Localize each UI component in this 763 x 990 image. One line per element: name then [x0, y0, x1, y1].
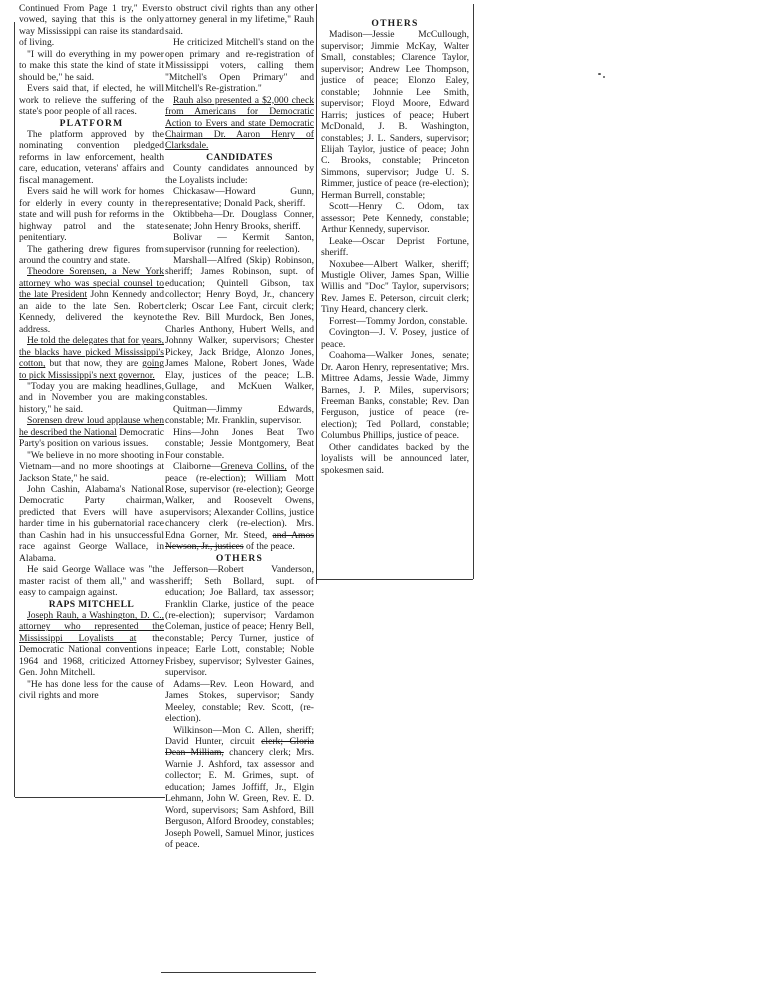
underlined-text: Joseph Rauh, a Washington, D. C., attorney who represented the Mississippi Loyalists at [19, 610, 164, 644]
paragraph [19, 610, 164, 679]
paragraph: Forrest—Tommy Jordon, constable. [329, 315, 468, 327]
paragraph [165, 725, 314, 851]
clipping-edge-bottom-middle [161, 972, 316, 973]
scan-speck [598, 73, 601, 75]
paragraph: Quitman—Jimmy Edwards, constable; Mr. Franklin, supervisor. [165, 403, 314, 427]
paragraph: He said George Wallace was "the master racist of them all," and was easy to campaign against. [19, 564, 164, 599]
section-heading-raps-mitchell: RAPS MITCHELL [48, 598, 135, 610]
paragraph: Hins—John Jones Beat Two constable; Jessie Montgomery, Beat Four constable. [165, 426, 314, 461]
underlined-text: Theodore Sorensen, a New York attorney who was special counsel to the late President [19, 266, 164, 301]
section-heading-candidates: CANDIDATES [206, 151, 273, 163]
paragraph: Jefferson—Robert Vanderson, sheriff; Seth Bollard, supt. of education; Joe Ballard, tax assessor; Franklin Clarke, justice of the peace (re-election); supervisor; Vardamon Coleman, justice of peace; Henry Bell, constable; Percy Turner, justice of peace; Earle Lott, constable; Noble Frisbey, supervisor; Sylvester Gaines, supervisor. [165, 564, 314, 679]
paragraph: Marshall—Alfred (Skip) Robinson, sheriff; James Robinson, supt. of education; Quintell Gibson, tax collector; Henry Boyd, Jr., chancery clerk; Oscar Lee Fant, circuit clerk; the Rev. Bill Murdock, Ben Jones, Charles Anthony, Hubert Wells, and Johnny Walker, supervisors; Chester Pickey, Jack Bridge, Alonzo Jones, James Malone, Robert Jones, Wade Elay, justices of the peace; L.B. Gullage, and McKuen Walker, constables. [165, 254, 314, 404]
paragraph: "We believe in no more shooting in Vietnam—and no more shootings at Jackson State," he said. [19, 449, 164, 484]
paragraph: Chickasaw—Howard Gunn, representative; Donald Pack, sheriff. [165, 186, 314, 209]
struck-text: clerk; Gloria Dean Milliam, [165, 736, 314, 759]
paragraph [19, 335, 164, 381]
paragraph: Covington—J. V. Posey, justice of peace. [321, 327, 469, 350]
section-heading-platform: PLATFORM [59, 117, 124, 129]
text-run: of the peace (re-election); William Mott Rose, supervisor (re-election); George Walker, and Roosevelt Owens, supervisors; Alexander Collins, justice chancery clerk (re-election). Mrs. Edna Gorner, Mr. Steed, [165, 461, 314, 541]
clipping-edge-bottom-right [317, 579, 473, 580]
paragraph: Bolivar — Kermit Santon, supervisor (running for reelection). [165, 232, 314, 255]
section-heading-others: OTHERS [215, 552, 264, 564]
clipping-edge-bottom [15, 797, 165, 798]
article-column-1 [19, 3, 164, 702]
paragraph: "I will do everything in my power to make this state the kind of state it should be," he said. [19, 48, 164, 83]
paragraph: Adams—Rev. Leon Howard, and James Stokes, supervisor; Sandy Meeley, constable; Rev. Scott, (re-election). [165, 678, 314, 725]
paragraph: Continued From Page 1 try," Evers vowed, saying that this is the only way Mississippi can raise its standard of living. [19, 3, 164, 49]
paragraph: Leake—Oscar Deprist Fortune, sheriff. [321, 235, 469, 259]
text-run: Democratic Party's position on various issues. [19, 426, 164, 450]
paragraph: The gathering drew figures from around the country and state. [19, 243, 164, 266]
underlined-text: He told the delegates that for years, the blacks have picked Mississippi's cotton, [19, 335, 164, 370]
paragraph: Madison—Jessie McCullough, supervisor; Jimmie McKay, Walter Small, constables; Clarence Taylor, supervisor; Andrew Lee Thompson, justice of peace; Elonzo Ealey, constable; Johnnie Lee Smith, supervisor; Floyd Moore, Edward Harris; justices of peace; Hubert McDonald, J. B. Washington, constables; J. L. Sanders, supervisor; Elijah Taylor, justice of peace; John C. Brooks, constable; Princeton Simmons, supervisor; Judge U. S. Rimmer, justice of peace (re-election); Herman Burrell, constable; [321, 29, 469, 201]
paragraph: "He has done less for the cause of civil rights and more [19, 678, 164, 702]
text-run: the Democratic National conventions in 1964 and 1968, criticized Attorney Gen. John Mitchell. [19, 632, 164, 679]
column-rule-right [473, 4, 474, 579]
paragraph: The platform approved by the nominating convention pledged reforms in law enforcement, health care, education, veterans' affairs and fiscal management. [19, 128, 164, 186]
column-rule-middle [316, 4, 317, 584]
text-run: Wilkinson—Mon C. Allen, sheriff; David Hunter, circuit [165, 724, 314, 747]
paragraph: to obstruct civil rights than any other attorney general in my lifetime," Rauh said. [165, 3, 314, 37]
section-heading-others: OTHERS [371, 18, 419, 29]
paragraph: "Today you are making headlines, and in November you are making history," he said. [19, 380, 164, 415]
struck-text: and Amos Newson, Jr., justices [165, 529, 314, 553]
article-column-2 [165, 3, 314, 851]
paragraph: Noxubee—Albert Walker, sheriff; Mustigle Oliver, James Span, Willie Willis and "Doc" Taylor, supervisors; Rev. James E. Peterson, circuit clerk; Tiny Heard, chancery clerk. [321, 258, 469, 316]
underlined-paragraph: Rauh also presented a $2,000 check from Americans for Democratic Action to Evers and state Democratic Chairman Dr. Aaron Henry of Clarksdale. [165, 94, 314, 152]
underlined-text: going to pick Mississippi's next governor. [19, 358, 164, 381]
text-run: chancery clerk; Mrs. Warnie J. Ashford, tax assessor and collector; E. M. Grimes, supt. of education; James Joffiff, Jr., Elgin Lehmann, John W. Green, Rev. E. D. Word, supervisors; Sam Ashford, Bill Berguson, Alford Broodey, constables; Joseph Powell, Samuel Minor, justices of peace. [165, 747, 315, 851]
underlined-text: when he described the National [19, 415, 164, 438]
paragraph [19, 266, 164, 335]
text-run: of the peace. [243, 541, 295, 553]
paragraph: Coahoma—Walker Jones, senate; Dr. Aaron Henry, representative; Mrs. Mittree Adams, Jessie Wade, Jimmy Barnes, J. P. Miles, supervisors; Freeman Banks, constable; Rev. Dan Ferguson, justice of peace (re-election); Ted Pollard, constable; Columbus Phillips, justice of peace. [321, 350, 469, 442]
paragraph: Scott—Henry C. Odom, tax assessor; Pete Kennedy, constable; Arthur Kennedy, supervisor. [321, 201, 469, 236]
paragraph: He criticized Mitchell's stand on the open primary and re-registration of Mississippi voters, calling them "Mitchell's Open Primary" and Mitchell's Re-gistration." [165, 37, 314, 95]
scan-speck [603, 76, 605, 78]
paragraph: Evers said that, if elected, he will work to relieve the suffering of the state's poor people of all races. [19, 83, 164, 118]
article-column-3 [321, 18, 469, 476]
text-run: Claiborne— [173, 461, 221, 473]
text-run: John Kennedy and an aide to the late Sen. Robert Kennedy, delivered the keynote address. [19, 289, 164, 335]
paragraph: Other candidates backed by the loyalists will be announced later, spokesmen said. [321, 441, 469, 476]
column-rule-left [14, 22, 15, 797]
underlined-text: Sorensen drew loud applause [27, 415, 141, 427]
text-run: but that now, they are [45, 358, 143, 370]
paragraph: County candidates announced by the Loyalists include: [165, 163, 314, 186]
paragraph: Evers said he will work for homes for elderly in every county in the state and will push for reforms in the highway patrol and the state penitentiary. [19, 186, 164, 244]
underlined-text: Greneva Collins, [220, 461, 287, 473]
paragraph [19, 415, 164, 449]
paragraph: Oktibbeha—Dr. Douglass Conner, senate; John Henry Brooks, sheriff. [165, 209, 314, 232]
paragraph [165, 461, 314, 553]
paragraph: John Cashin, Alabama's National Democratic Party chairman, predicted that Evers will have a harder time in his gubernatorial race than Cashin had in his unsuccessful race against George Wallace, in Alabama. [19, 484, 164, 564]
